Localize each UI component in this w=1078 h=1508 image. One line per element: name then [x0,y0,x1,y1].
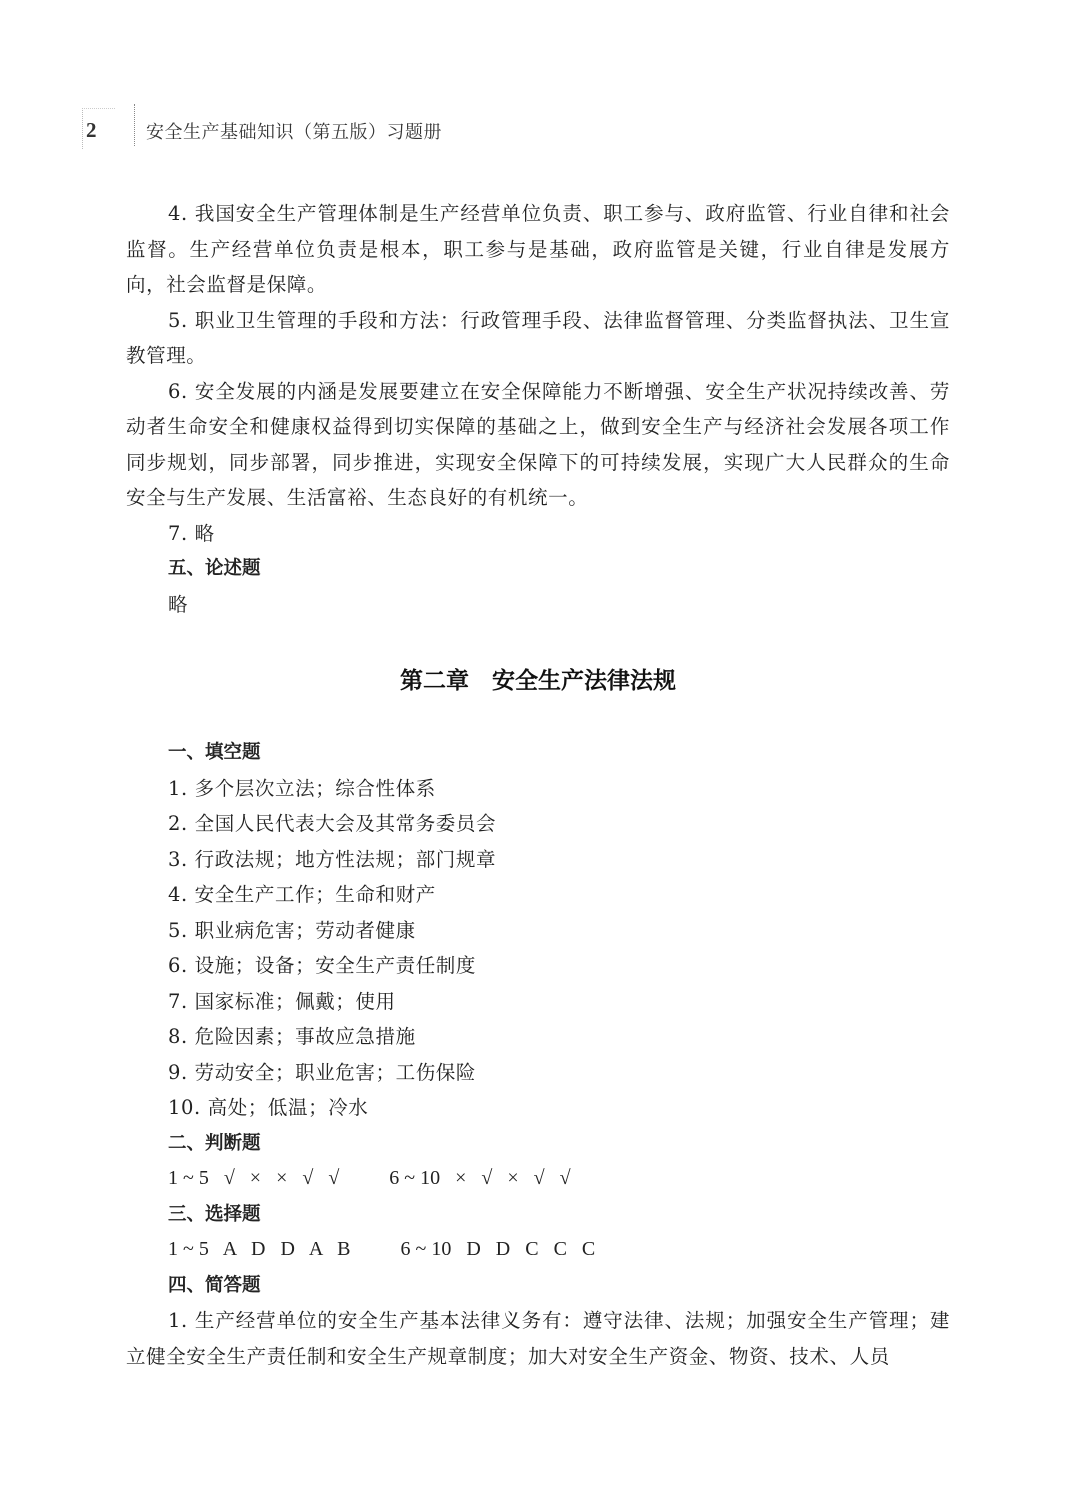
short-answer-heading: 四、简答题 [168,1274,261,1296]
fill-blank-heading: 一、填空题 [168,742,261,763]
answer-paragraph-4: 4. 我国安全生产管理体制是生产经营单位负责、职工参与、政府监管、行业自律和社会监督。生产经营单位负责是根本，职工参与是基础，政府监管是关键，行业自律是发展方向，社会监督是保障。 [126,202,950,296]
fill-blank-list [126,771,950,1126]
fill-blank-item: 7. 国家标准；佩戴；使用 [168,989,396,1013]
answer-paragraph-7: 7. 略 [168,521,215,545]
multiple-choice-heading: 三、选择题 [168,1203,261,1225]
page-number: 2 [86,118,97,142]
multiple-choice-answers: 1 ~ 5 A D D A B 6 ~ 10 D D C C C [168,1238,596,1260]
page-header [80,104,980,148]
true-false-heading: 二、判断题 [168,1132,261,1154]
fill-blank-item: 3. 行政法规；地方性法规；部门规章 [168,847,497,871]
page-body [126,196,950,1374]
fill-blank-item: 4. 安全生产工作；生命和财产 [168,883,436,906]
fill-blank-item: 5. 职业病危害；劳动者健康 [168,918,416,942]
fill-blank-item: 9. 劳动安全；职业危害；工伤保险 [168,1060,477,1084]
running-title: 安全生产基础知识（第五版）习题册 [146,122,442,143]
true-false-answers: 1 ~ 5 √ × × √ √ 6 ~ 10 × √ × √ √ [168,1167,571,1189]
chapter-title: 第二章 安全生产法律法规 [400,668,676,694]
header-divider [134,104,135,146]
fill-blank-item: 8. 危险因素；事故应急措施 [168,1025,416,1048]
fill-blank-item: 6. 设施；设备；安全生产责任制度 [168,954,477,977]
essay-heading: 五、论述题 [168,558,261,579]
fill-blank-item: 1. 多个层次立法；综合性体系 [168,776,436,800]
short-answer-paragraph-1: 1. 生产经营单位的安全生产基本法律义务有：遵守法律、法规；加强安全生产管理；建立健全安全生产责任制和安全生产规章制度；加大对安全生产资金、物资、技术、人员 [126,1309,950,1368]
fill-blank-item: 2. 全国人民代表大会及其常务委员会 [168,812,497,835]
fill-blank-item: 10. 高处；低温；冷水 [168,1096,369,1119]
answer-paragraph-6: 6. 安全发展的内涵是发展要建立在安全保障能力不断增强、安全生产状况持续改善、劳动者生命安全和健康权益得到切实保障的基础之上，做到安全生产与经济社会发展各项工作同步规划，同步部署，同步推进，实现安全保障下的可持续发展，实现广大人民群众的生命安全与生产发展、生活富裕、生态良好的有机统一。 [126,379,950,509]
answer-paragraph-5: 5. 职业卫生管理的手段和方法：行政管理手段、法律监督管理、分类监督执法、卫生宣教管理。 [126,308,950,367]
essay-answer: 略 [168,592,189,616]
